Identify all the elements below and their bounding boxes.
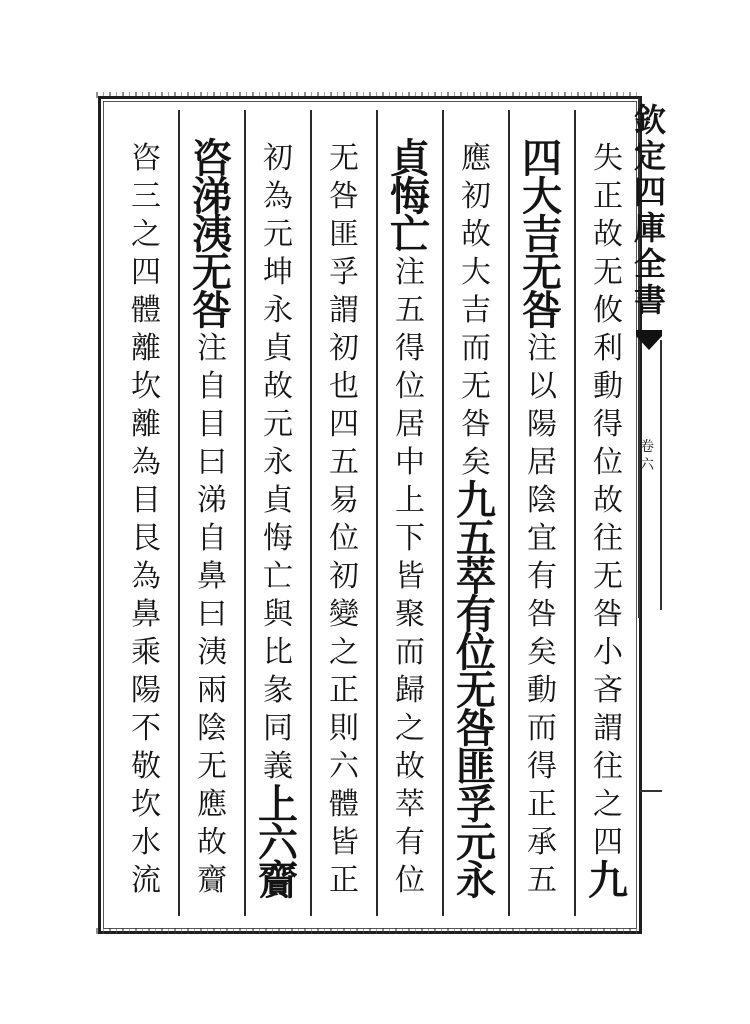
glyph: 涕 xyxy=(197,483,227,518)
volume-label xyxy=(636,438,658,474)
glyph: 曰 xyxy=(197,445,227,480)
glyph: 无 xyxy=(461,369,491,404)
glyph: 也 xyxy=(329,369,359,404)
glyph: 故 xyxy=(197,825,227,860)
glyph: 自 xyxy=(197,369,227,404)
glyph: 鼻 xyxy=(131,597,161,632)
glyph: 咨 xyxy=(131,141,161,176)
margin-glyph: 定 xyxy=(633,137,666,175)
frame-bottom-speckle xyxy=(96,928,640,934)
glyph: 位 xyxy=(456,629,496,676)
glyph: 為 xyxy=(131,559,161,594)
glyph: 歸 xyxy=(395,673,425,708)
margin-glyph: 卷 xyxy=(640,439,654,455)
glyph: 三 xyxy=(131,179,161,214)
glyph: 亡 xyxy=(263,559,293,594)
glyph: 陰 xyxy=(197,711,227,746)
glyph: 永 xyxy=(456,857,496,904)
glyph: 大 xyxy=(461,255,491,290)
glyph: 咎 xyxy=(192,287,232,334)
glyph: 位 xyxy=(395,863,425,898)
glyph: 曰 xyxy=(197,597,227,632)
glyph: 涕 xyxy=(192,173,232,220)
glyph: 咎 xyxy=(527,597,557,632)
glyph: 矣 xyxy=(527,635,557,670)
book-title xyxy=(632,102,668,318)
glyph: 流 xyxy=(131,863,161,898)
glyph: 悔 xyxy=(390,173,430,220)
text-column-2 xyxy=(512,135,572,916)
glyph: 皆 xyxy=(395,559,425,594)
column-rule xyxy=(508,110,510,916)
text-column-6 xyxy=(248,140,308,916)
glyph: 貞 xyxy=(390,135,430,182)
glyph: 咨 xyxy=(192,135,232,182)
glyph: 初 xyxy=(263,141,293,176)
glyph: 无 xyxy=(593,255,623,290)
glyph: 位 xyxy=(395,369,425,404)
glyph: 自 xyxy=(197,521,227,556)
glyph: 五 xyxy=(456,515,496,562)
glyph: 四 xyxy=(131,255,161,290)
glyph: 上 xyxy=(258,781,298,828)
glyph: 變 xyxy=(329,597,359,632)
glyph: 目 xyxy=(197,407,227,442)
glyph: 坤 xyxy=(263,255,293,290)
glyph: 无 xyxy=(522,249,562,296)
glyph: 故 xyxy=(461,217,491,252)
glyph: 上 xyxy=(395,483,425,518)
glyph: 大 xyxy=(522,173,562,220)
glyph: 艮 xyxy=(131,521,161,556)
glyph: 謂 xyxy=(329,293,359,328)
glyph: 无 xyxy=(329,141,359,176)
glyph: 陽 xyxy=(131,673,161,708)
glyph: 居 xyxy=(395,407,425,442)
glyph: 往 xyxy=(593,521,623,556)
glyph: 兩 xyxy=(197,673,227,708)
glyph: 得 xyxy=(527,749,557,784)
glyph: 彖 xyxy=(263,673,293,708)
column-rule xyxy=(178,110,180,916)
glyph: 永 xyxy=(263,293,293,328)
glyph: 九 xyxy=(456,477,496,524)
glyph: 故 xyxy=(593,483,623,518)
glyph: 動 xyxy=(593,369,623,404)
margin-glyph: 庫 xyxy=(633,209,666,247)
glyph: 皆 xyxy=(329,825,359,860)
glyph: 攸 xyxy=(593,293,623,328)
glyph: 坎 xyxy=(131,787,161,822)
glyph: 之 xyxy=(593,787,623,822)
glyph: 為 xyxy=(131,445,161,480)
glyph: 五 xyxy=(329,445,359,480)
glyph: 五 xyxy=(527,863,557,898)
glyph: 正 xyxy=(527,787,557,822)
glyph: 四 xyxy=(522,135,562,182)
glyph: 六 xyxy=(258,819,298,866)
glyph: 悔 xyxy=(263,521,293,556)
glyph: 吉 xyxy=(461,293,491,328)
glyph: 齎 xyxy=(197,863,227,898)
glyph: 則 xyxy=(329,711,359,746)
margin-glyph: 全 xyxy=(633,245,666,283)
glyph: 有 xyxy=(395,825,425,860)
glyph: 水 xyxy=(131,825,161,860)
glyph: 小 xyxy=(593,635,623,670)
glyph: 咎 xyxy=(522,287,562,334)
glyph: 初 xyxy=(329,331,359,366)
margin-glyph: 欽 xyxy=(633,101,666,139)
glyph: 中 xyxy=(395,445,425,480)
margin-glyph: 四 xyxy=(633,173,666,211)
margin-tick xyxy=(640,790,662,792)
glyph: 不 xyxy=(131,711,161,746)
glyph: 九 xyxy=(588,857,628,904)
glyph: 四 xyxy=(593,825,623,860)
glyph: 應 xyxy=(197,787,227,822)
glyph: 目 xyxy=(131,483,161,518)
glyph: 有 xyxy=(527,559,557,594)
glyph: 正 xyxy=(329,673,359,708)
glyph: 而 xyxy=(527,711,557,746)
margin-glyph: 六 xyxy=(640,457,654,473)
glyph: 易 xyxy=(329,483,359,518)
glyph: 下 xyxy=(395,521,425,556)
glyph: 承 xyxy=(527,825,557,860)
glyph: 洟 xyxy=(197,635,227,670)
glyph: 无 xyxy=(197,749,227,784)
glyph: 陽 xyxy=(527,407,557,442)
text-column-3 xyxy=(446,140,506,916)
glyph: 與 xyxy=(263,597,293,632)
glyph: 貞 xyxy=(263,483,293,518)
glyph: 正 xyxy=(329,863,359,898)
text-column-1 xyxy=(578,140,638,916)
glyph: 體 xyxy=(329,787,359,822)
glyph: 故 xyxy=(593,217,623,252)
glyph: 无 xyxy=(593,559,623,594)
glyph: 孚 xyxy=(329,255,359,290)
glyph: 注 xyxy=(395,255,425,290)
glyph: 體 xyxy=(131,293,161,328)
glyph: 永 xyxy=(263,445,293,480)
glyph: 離 xyxy=(131,407,161,442)
glyph: 動 xyxy=(527,673,557,708)
glyph: 聚 xyxy=(395,597,425,632)
text-column-8 xyxy=(116,140,176,916)
glyph: 坎 xyxy=(131,369,161,404)
glyph: 陰 xyxy=(527,483,557,518)
glyph: 謂 xyxy=(593,711,623,746)
glyph: 亡 xyxy=(390,211,430,258)
glyph: 无 xyxy=(456,667,496,714)
glyph: 元 xyxy=(456,819,496,866)
glyph: 四 xyxy=(329,407,359,442)
column-rule xyxy=(574,110,576,916)
glyph: 乘 xyxy=(131,635,161,670)
glyph: 得 xyxy=(395,331,425,366)
glyph: 元 xyxy=(263,407,293,442)
glyph: 失 xyxy=(593,141,623,176)
glyph: 故 xyxy=(263,369,293,404)
text-column-7 xyxy=(182,135,242,916)
glyph: 注 xyxy=(197,331,227,366)
glyph: 得 xyxy=(593,407,623,442)
glyph: 咎 xyxy=(329,179,359,214)
glyph: 應 xyxy=(461,141,491,176)
glyph: 咎 xyxy=(593,597,623,632)
glyph: 元 xyxy=(263,217,293,252)
glyph: 鼻 xyxy=(197,559,227,594)
glyph: 為 xyxy=(263,179,293,214)
glyph: 吉 xyxy=(522,211,562,258)
glyph: 而 xyxy=(461,331,491,366)
column-rule xyxy=(376,110,378,916)
glyph: 而 xyxy=(395,635,425,670)
glyph: 初 xyxy=(461,179,491,214)
glyph: 吝 xyxy=(593,673,623,708)
glyph: 六 xyxy=(329,749,359,784)
glyph: 咎 xyxy=(456,705,496,752)
glyph: 貞 xyxy=(263,331,293,366)
glyph: 離 xyxy=(131,331,161,366)
glyph: 匪 xyxy=(329,217,359,252)
text-column-5 xyxy=(314,140,374,916)
margin-line-right xyxy=(660,340,662,610)
glyph: 孚 xyxy=(456,781,496,828)
glyph: 以 xyxy=(527,369,557,404)
glyph: 矣 xyxy=(461,445,491,480)
glyph: 位 xyxy=(329,521,359,556)
glyph: 匪 xyxy=(456,743,496,790)
column-rule xyxy=(244,110,246,916)
glyph: 比 xyxy=(263,635,293,670)
glyph: 五 xyxy=(395,293,425,328)
glyph: 之 xyxy=(395,711,425,746)
margin-glyph: 書 xyxy=(633,281,666,319)
glyph: 无 xyxy=(192,249,232,296)
glyph: 義 xyxy=(263,749,293,784)
glyph: 萃 xyxy=(395,787,425,822)
glyph: 之 xyxy=(329,635,359,670)
glyph: 洟 xyxy=(192,211,232,258)
glyph: 萃 xyxy=(456,553,496,600)
glyph: 故 xyxy=(395,749,425,784)
glyph: 居 xyxy=(527,445,557,480)
glyph: 齎 xyxy=(258,857,298,904)
glyph: 同 xyxy=(263,711,293,746)
glyph: 初 xyxy=(329,559,359,594)
glyph: 往 xyxy=(593,749,623,784)
text-column-4 xyxy=(380,135,440,916)
column-rule xyxy=(310,110,312,916)
glyph: 之 xyxy=(131,217,161,252)
glyph: 利 xyxy=(593,331,623,366)
glyph: 敬 xyxy=(131,749,161,784)
column-rule xyxy=(442,110,444,916)
glyph: 正 xyxy=(593,179,623,214)
glyph: 注 xyxy=(527,331,557,366)
glyph: 咎 xyxy=(461,407,491,442)
glyph: 宜 xyxy=(527,521,557,556)
glyph: 有 xyxy=(456,591,496,638)
glyph: 位 xyxy=(593,445,623,480)
